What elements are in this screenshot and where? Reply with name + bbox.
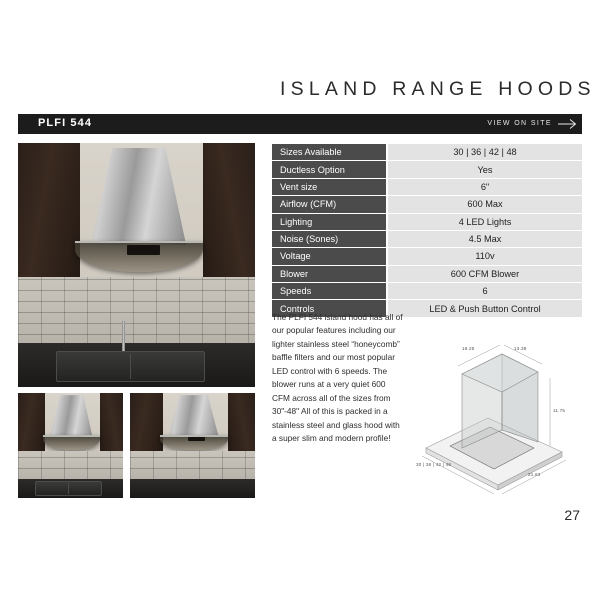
spec-value: Yes [387,161,582,178]
spec-label: Voltage [272,248,387,265]
cabinet-right [227,393,256,454]
cabinet-left [18,393,46,454]
view-on-site-link[interactable]: VIEW ON SITE [487,119,552,127]
spec-value: 600 CFM Blower [387,265,582,282]
dim-bottom-right: 21.63 [528,472,541,477]
subway-tile-wall [18,451,123,480]
spec-value: 6 [387,283,582,300]
specification-table-body [272,144,582,317]
countertop [130,479,255,498]
spec-label: Airflow (CFM) [272,196,387,213]
dim-bottom-left: 30 | 36 | 42 | 48 [416,462,452,467]
table-row [272,248,582,265]
spec-value: 4 LED Lights [387,213,582,230]
sink [56,351,205,382]
page-number: 27 [564,507,580,523]
spec-label: Noise (Sones) [272,230,387,247]
table-row [272,213,582,230]
sink [35,481,102,496]
spec-label: Lighting [272,213,387,230]
spec-value: LED & Push Button Control [387,300,582,317]
spec-label: Controls [272,300,387,317]
arrow-right-icon[interactable] [558,118,578,130]
kitchen-scene-closeup [130,393,255,498]
table-row [272,196,582,213]
cabinet-left [130,393,164,454]
dim-top-right: 13.38 [514,346,527,351]
kitchen-scene-angled [18,393,123,498]
specification-table [272,144,582,318]
hood-control-panel [188,437,206,441]
spec-label: Sizes Available [272,144,387,161]
page-title: ISLAND RANGE HOODS [280,78,596,100]
kitchen-scene [18,143,255,387]
dimension-diagram [410,330,580,505]
spec-value: 30 | 36 | 42 | 48 [387,144,582,161]
table-row [272,283,582,300]
cabinet-right [202,143,255,285]
cabinet-left [18,143,81,285]
hood-control-panel [127,245,160,255]
product-photo-secondary-2 [130,393,255,498]
spec-value: 6" [387,178,582,195]
dimension-diagram-svg [410,330,580,505]
spec-value: 4.5 Max [387,230,582,247]
product-photo-secondary-1 [18,393,123,498]
spec-label: Ductless Option [272,161,387,178]
table-row [272,265,582,282]
spec-value: 110v [387,248,582,265]
spec-label: Speeds [272,283,387,300]
product-description: The PLFI 544 island hood has all of our popular features including our lighter stainless steel “honeycomb” baffle filters and our most popular LED control with 6 speeds. The blower runs at a very quiet 600 CFM across all of the sizes from 30"-48" All of this is packed in a stainless steel and glass hood with a super slim and modern profile! [272,312,403,443]
product-photo-main [18,143,255,387]
cabinet-right [99,393,123,454]
table-row [272,161,582,178]
table-row [272,144,582,161]
table-row [272,178,582,195]
spec-value: 600 Max [387,196,582,213]
model-label: PLFI 544 [38,117,93,129]
spec-label: Vent size [272,178,387,195]
dim-right: 11.75 [553,408,566,413]
spec-label: Blower [272,265,387,282]
subway-tile-wall [18,277,255,345]
dim-top-left: 19.25 [462,346,475,351]
table-row [272,230,582,247]
subway-tile-wall [130,451,255,480]
